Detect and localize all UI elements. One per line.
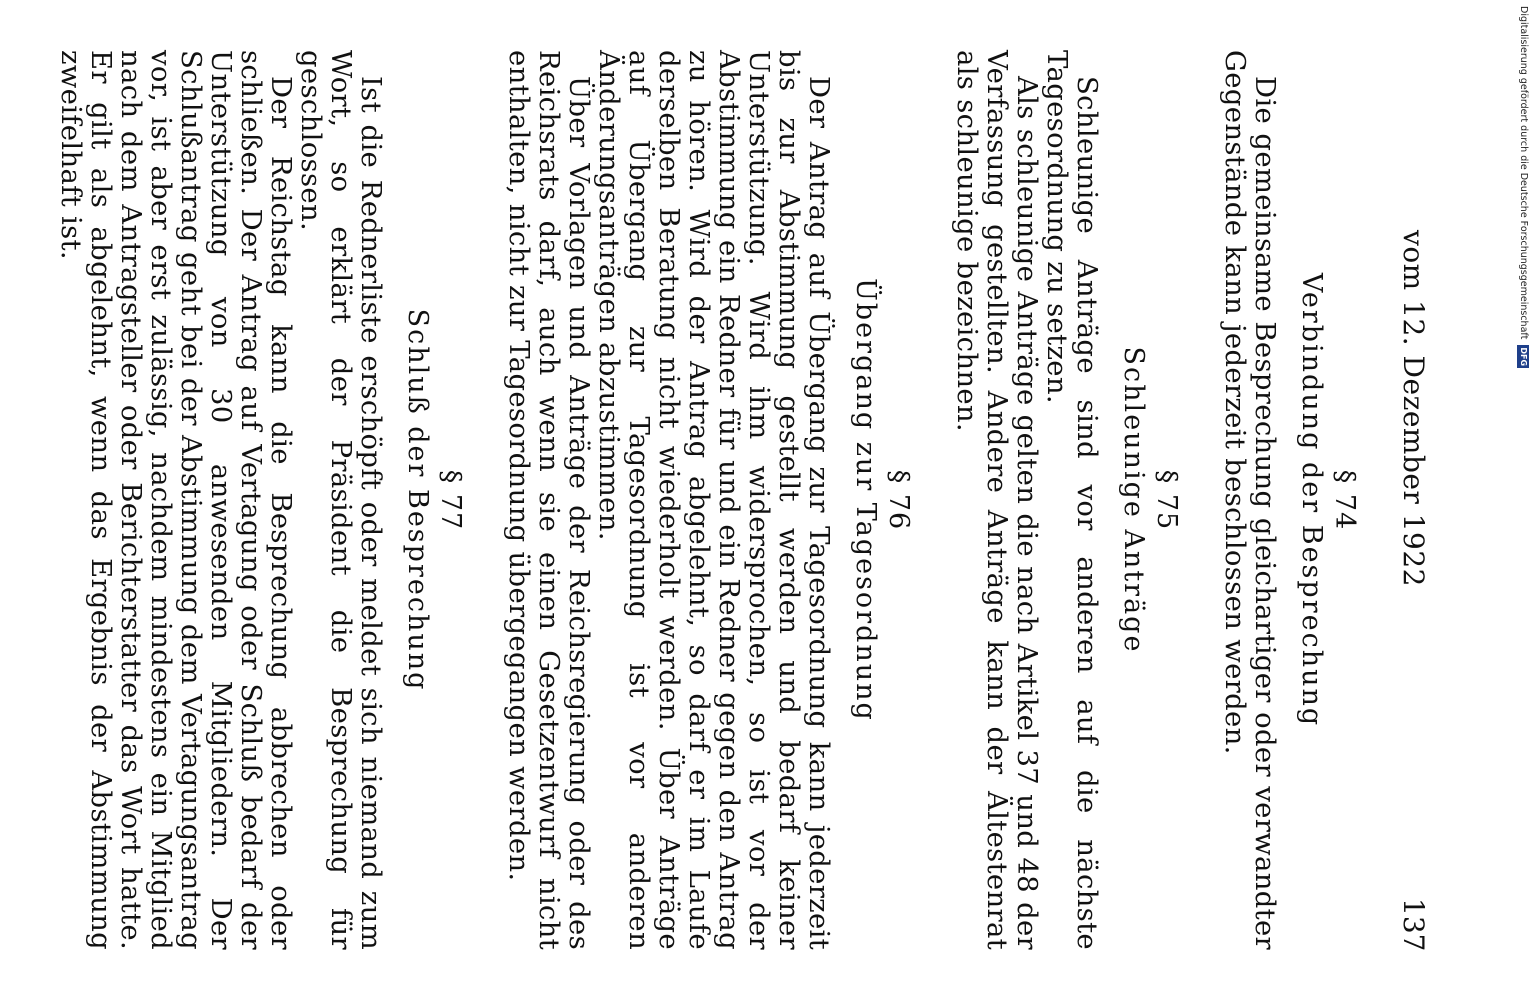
section-75 (952, 50, 1182, 950)
section-title: Schluß der Besprechung (402, 308, 433, 692)
section-paragraph: Über Vorlagen und Anträge der Reichsregierung oder des Reichsrats darf, auch wenn sie einen Gesetzentwurf nicht enthalten, nicht zur Tagesordnung übergegangen werden. (503, 50, 595, 950)
page-body (56, 50, 1360, 950)
section-title: Übergang zur Tagesordnung (850, 278, 881, 722)
funding-text: Digitalisierung gefördert durch die Deutsche Forschungsgemeinschaft (1518, 6, 1529, 340)
section-number: § 76 (883, 469, 914, 531)
running-title: vom 12. Dezember 1922 (1397, 230, 1430, 587)
section-74 (1220, 50, 1360, 950)
section-paragraph: Als schleunige Anträge gelten die nach Artikel 37 und 48 der Verfassung gestellten. Andere Anträge kann der Ältestenrat als schleunige bezeichnen. (951, 50, 1043, 950)
section-paragraph: Schleunige Anträge sind vor anderen auf die nächste Tagesordnung zu setzen. (1041, 50, 1103, 950)
section-number: § 77 (435, 469, 466, 531)
section-76 (504, 50, 914, 950)
section-title: Schleunige Anträge (1118, 346, 1149, 654)
section-title: Verbindung der Besprechung (1296, 272, 1327, 728)
funding-note (1516, 6, 1530, 367)
section-paragraph: Die gemeinsame Besprechung gleichartiger oder verwandter Gegenstände kann jederzeit beschlossen werden. (1219, 50, 1281, 950)
dfg-logo: DFG (1519, 347, 1529, 367)
running-header (1390, 0, 1430, 1000)
section-paragraph: Der Antrag auf Übergang zur Tagesordnung kann jederzeit bis zur Abstimmung gestellt werden und bedarf keiner Unterstützung. Wird ihm widersprochen, so ist vor der Abstimmung ein Redner für und ein Redner gegen den Antrag zu hören. Wird der Antrag abgelehnt, so darf er im Laufe derselben Beratung nicht wiederholt werden. Über Anträge auf Übergang zur Tagesordnung ist vor anderen Änderungsanträgen abzustimmen. (593, 50, 835, 950)
section-number: § 75 (1151, 469, 1182, 531)
section-paragraph: Ist die Rednerliste erschöpft oder meldet sich niemand zum Wort, so erklärt der Präsident die Besprechung für geschlossen. (295, 50, 387, 950)
section-paragraph: Der Reichstag kann die Besprechung abbrechen oder schließen. Der Antrag auf Vertagung oder Schluß bedarf der Unterstützung von 30 anwesenden Mitgliedern. Der Schlußantrag geht bei der Abstimmung dem Vertagungsantrag vor, ist aber erst zulässig, nachdem mindestens ein Mitglied nach dem Antragsteller oder Berichterstatter das Wort hatte. Er gilt als abgelehnt, wenn das Ergebnis der Abstimmung zweifelhaft ist. (55, 50, 297, 950)
section-77 (56, 50, 466, 950)
page-number: 137 (1397, 898, 1430, 952)
section-number: § 74 (1329, 469, 1360, 531)
